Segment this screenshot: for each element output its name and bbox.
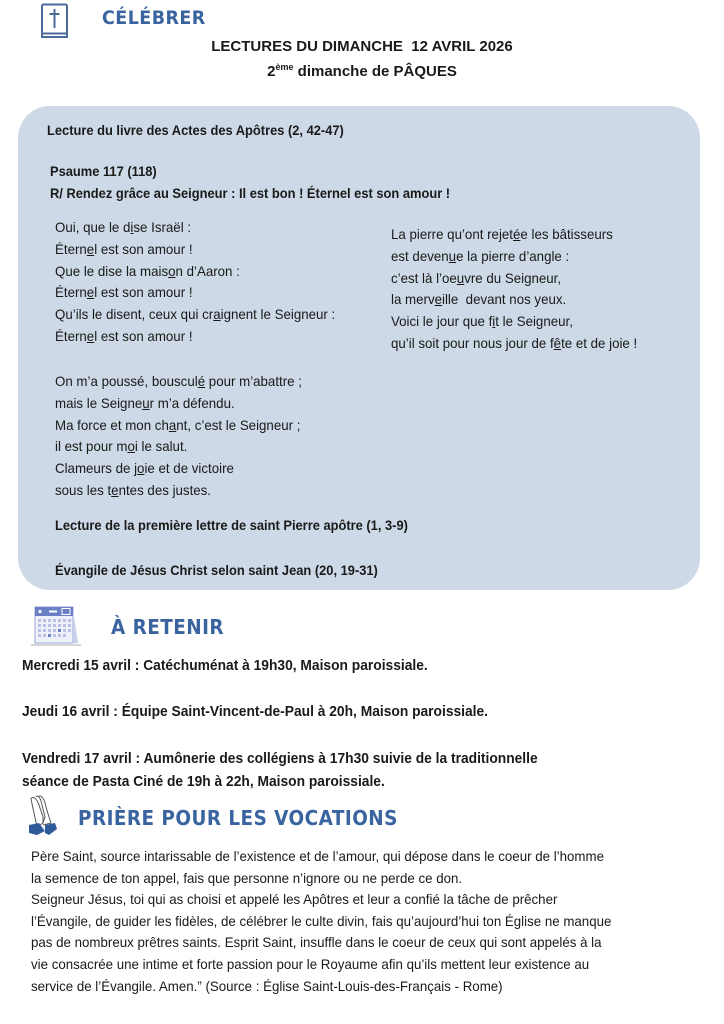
verse-text: ignent le Seigneur :: [220, 306, 336, 323]
accented-syllable: i: [492, 313, 496, 330]
sunday-ordinal: ème: [275, 62, 294, 72]
verse-text: la merv: [391, 291, 435, 308]
sunday-name: dimanche de PÂQUES: [293, 63, 457, 80]
bible-icon: [40, 3, 70, 39]
event-line: Vendredi 17 avril : Aumônerie des collégiens à 17h30 suivie de la traditionnelle: [22, 750, 538, 767]
lectures-title: LECTURES DU DIMANCHE 12 AVRIL 2026: [211, 38, 513, 55]
psalm-verse-line: [55, 458, 302, 480]
accented-syllable: e: [86, 284, 95, 301]
verse-text: La pierre qu’ont rejet: [391, 226, 514, 242]
verse-text: On m’a poussé, bouscul: [55, 373, 198, 389]
verse-text: n d’Aaron :: [175, 262, 240, 279]
verse-text: t le Seigneur,: [495, 313, 573, 330]
verse-text: qu’il soit pour nous jour de f: [391, 334, 554, 351]
verse-text: e les bâtisseurs: [520, 226, 613, 242]
sunday-number: 2: [267, 63, 276, 80]
event-item: [22, 747, 538, 793]
event-line: Jeudi 16 avril : Équipe Saint-Vincent-de-Paul à 20h, Maison paroissiale.: [22, 703, 489, 720]
verse-text: Voici le jour que f: [391, 313, 493, 330]
priere-title: PRIÈRE POUR LES VOCATIONS: [78, 806, 398, 830]
verse-text: vre du Seigneur,: [464, 269, 562, 286]
verse-text: sous les t: [55, 481, 112, 498]
psalm-verse-line: [55, 304, 335, 326]
calendar-icon: [31, 605, 81, 647]
accented-syllable: e: [111, 481, 119, 498]
verse-text: l est son amour !: [94, 284, 193, 301]
accented-syllable: e: [86, 240, 95, 257]
accented-syllable: a: [213, 306, 221, 323]
psalm-verse-line: [391, 224, 637, 246]
verse-text: l est son amour !: [94, 240, 193, 257]
psalm-verse-line: [391, 268, 637, 290]
psalm-title: Psaume 117 (118): [50, 163, 157, 179]
psalm-verse-line: [55, 282, 335, 304]
psalm-verse-line: [55, 415, 302, 437]
psalm-verse-line: [55, 326, 335, 348]
prayer-line: Seigneur Jésus, toi qui as choisi et appelé les Apôtres et leur a confié la tâche de prêcher: [31, 891, 558, 908]
verse-text: c’est là l’oe: [391, 269, 457, 286]
psalm-verse-line: [55, 239, 335, 261]
psalm-verse-line: [391, 246, 637, 268]
verse-text: Clameurs de j: [55, 460, 138, 477]
verse-text: i le salut.: [134, 438, 188, 455]
verse-text: est deven: [391, 247, 449, 264]
verse-text: mais le Seigne: [55, 394, 143, 411]
accented-syllable: é: [197, 373, 206, 389]
event-item: [22, 700, 488, 723]
verse-text: l est son amour !: [94, 327, 193, 344]
accented-syllable: e: [434, 291, 443, 308]
accented-syllable: i: [130, 219, 134, 235]
verse-text: Ma force et mon ch: [55, 416, 169, 433]
accented-syllable: u: [448, 247, 457, 264]
verse-text: nt, c’est le Seigneur ;: [176, 416, 301, 433]
celebrer-title: CÉLÉBRER: [102, 7, 206, 29]
verse-text: pour m’abattre ;: [205, 373, 302, 389]
verse-text: r m’a défendu.: [149, 394, 235, 411]
retenir-title: À RETENIR: [111, 615, 225, 639]
accented-syllable: ê: [553, 334, 562, 351]
psalm-verse-line: [391, 333, 637, 355]
prayer-line: l’Évangile, de guider les fidèles, de célébrer le culte divin, fais qu’aujourd’hui ton Église ne manque: [31, 912, 612, 929]
second-reading: Lecture de la première lettre de saint Pierre apôtre (1, 3-9): [55, 517, 408, 533]
accented-syllable: o: [137, 460, 145, 477]
verse-text: se Israël :: [133, 219, 192, 235]
gospel-reading: Évangile de Jésus Christ selon saint Jean (20, 19-31): [55, 562, 378, 578]
psalm-verse-line: [391, 289, 637, 311]
accented-syllable: e: [86, 327, 95, 344]
psalm-stanza-2: [55, 371, 302, 502]
psalm-verse-line: [55, 480, 302, 502]
accented-syllable: u: [142, 394, 150, 411]
event-line: Mercredi 15 avril : Catéchuménat à 19h30, Maison paroissiale.: [22, 657, 428, 674]
verse-text: Que le dise la mais: [55, 262, 169, 279]
prayer-line: la semence de ton appel, fais que personne n’ignore ou ne perde ce don.: [31, 869, 463, 886]
verse-text: ille devant nos yeux.: [442, 291, 567, 308]
first-reading: Lecture du livre des Actes des Apôtres (2, 42-47): [47, 122, 344, 138]
psalm-verse-line: [55, 436, 302, 458]
accented-syllable: a: [168, 416, 177, 433]
psalm-verse-line: [55, 393, 302, 415]
praying-hands-icon: [27, 793, 61, 837]
verse-text: il est pour m: [55, 438, 128, 455]
psalm-verse-line: [391, 311, 637, 333]
prayer-line: Père Saint, source intarissable de l’existence et de l’amour, qui dépose dans le coeur de l’homme: [31, 848, 604, 864]
verse-text: te et de joie !: [561, 334, 638, 351]
verse-text: Étern: [55, 327, 87, 344]
verse-text: Étern: [55, 284, 87, 301]
accented-syllable: é: [513, 226, 521, 242]
accented-syllable: o: [127, 438, 135, 455]
prayer-line: service de l’Évangile. Amen.” (Source : Église Saint-Louis-des-Français - Rome): [31, 977, 503, 994]
accented-syllable: o: [168, 262, 176, 279]
verse-text: Qu’ils le disent, ceux qui cr: [55, 306, 214, 323]
psalm-stanza-1: [55, 217, 335, 348]
verse-text: ntes des justes.: [118, 481, 212, 498]
psalm-verse-line: [55, 261, 335, 283]
psalm-verse-line: [55, 371, 302, 393]
prayer-line: pas de nombreux prêtres saints. Esprit Saint, insuffle dans le coeur de ceux qui sont appelés à la: [31, 934, 602, 951]
sunday-subtitle: [0, 62, 724, 80]
psalm-stanza-3: [391, 224, 637, 355]
verse-text: e la pierre d’angle :: [456, 247, 570, 264]
verse-text: ie et de victoire: [144, 460, 234, 477]
event-line: séance de Pasta Ciné de 19h à 22h, Maison paroissiale.: [22, 773, 385, 790]
prayer-line: vie consacrée une intime et forte passion pour le Royaume afin qu’ils mettent leur existence au: [31, 955, 590, 972]
event-item: [22, 654, 428, 677]
psalm-verse-line: [55, 217, 335, 239]
psalm-refrain: R/ Rendez grâce au Seigneur : Il est bon ! Éternel est son amour !: [50, 185, 451, 201]
verse-text: Étern: [55, 240, 87, 257]
accented-syllable: u: [456, 269, 465, 286]
verse-text: Oui, que le d: [55, 219, 131, 235]
prayer-text: [31, 846, 696, 997]
